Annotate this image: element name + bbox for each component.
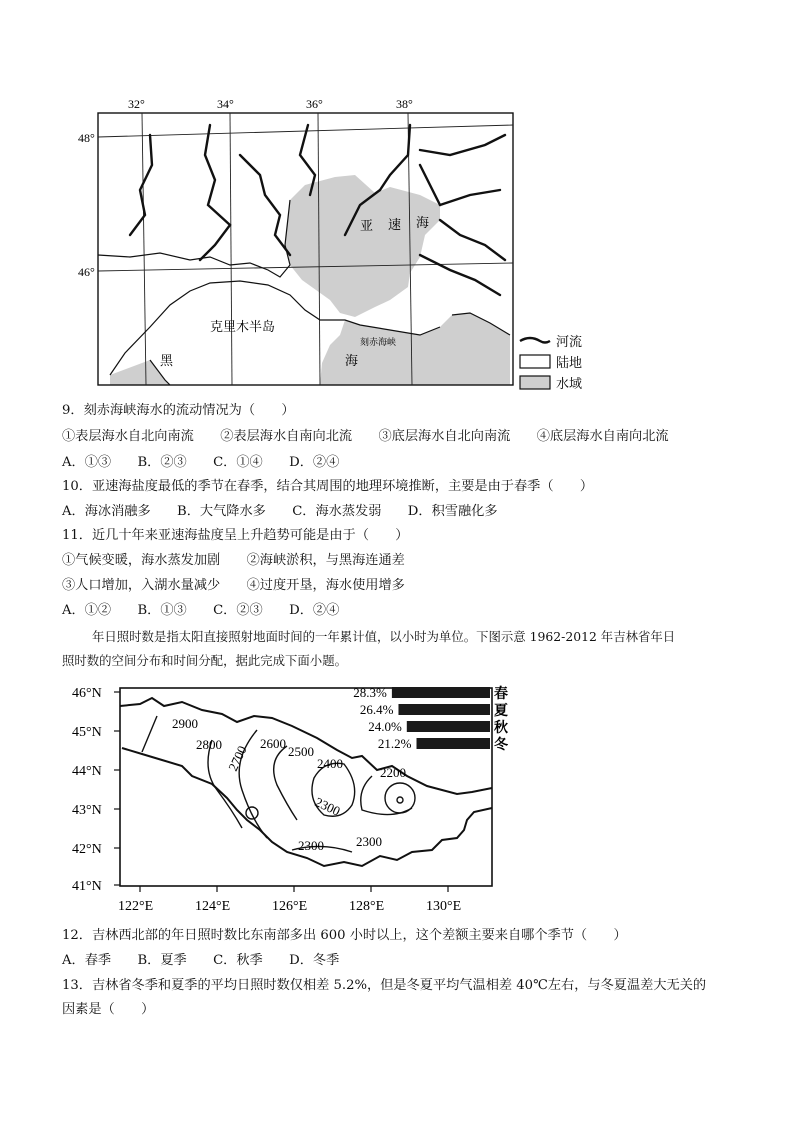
lat-label-46: 46° <box>78 265 95 279</box>
isoline-2300-a: 2300 <box>312 794 343 819</box>
isoline-2400: 2400 <box>317 756 343 771</box>
isoline-2600: 2600 <box>260 736 286 751</box>
legend-land-label: 陆地 <box>556 355 583 370</box>
season-value-label-1: 28.3% <box>353 685 387 700</box>
kerch-strait-label: 刻赤海峡 <box>360 337 397 347</box>
isoline-2500: 2500 <box>288 744 314 759</box>
black-sea-label-2: 海 <box>345 353 359 368</box>
season-bar-4 <box>417 738 490 749</box>
season-value-label-4: 21.2% <box>377 736 412 751</box>
lat-44n: 44°N <box>72 764 102 779</box>
season-category-label-3: 秋 <box>494 721 508 736</box>
question-11-choices: A．①② B．①③ C．②③ D．②④ <box>62 603 340 618</box>
water-legend-icon <box>520 376 550 389</box>
azov-sea-map <box>78 95 620 395</box>
question-9-options: ①表层海水自北向南流 ②表层海水自南向北流 ③底层海水自北向南流 ④底层海水自南向北流 <box>62 429 669 444</box>
black-sea-label-1: 黑 <box>160 353 174 368</box>
legend-river-label: 河流 <box>556 334 583 349</box>
lon-122e: 122°E <box>118 899 154 914</box>
lat-46n: 46°N <box>72 686 102 701</box>
isoline-2700: 2700 <box>225 743 250 774</box>
azov-label-1: 亚 <box>360 218 374 233</box>
azov-label-2: 速 <box>388 217 402 232</box>
season-bar-3 <box>407 721 490 732</box>
question-10-stem: 10．亚速海盐度最低的季节在春季，结合其周围的地理环境推断，主要是由于春季（ ） <box>62 479 594 494</box>
season-value-label-3: 24.0% <box>368 719 402 734</box>
lon-label-32: 32° <box>128 97 145 111</box>
lon-124e: 124°E <box>195 899 231 914</box>
question-13-stem-2: 因素是（ ） <box>62 1002 155 1017</box>
lat-label-48: 48° <box>78 131 95 145</box>
land-legend-icon <box>520 355 550 368</box>
question-10-choices: A．海冰消融多 B．大气降水多 C．海水蒸发弱 D．积雪融化多 <box>62 504 498 519</box>
lat-43n: 43°N <box>72 803 102 818</box>
season-bar-chart <box>353 685 509 753</box>
lat-42n: 42°N <box>72 842 102 857</box>
isoline-2800: 2800 <box>196 737 222 752</box>
legend-water-label: 水域 <box>556 376 583 391</box>
season-bar-1 <box>392 687 490 698</box>
lon-128e: 128°E <box>349 899 385 914</box>
question-12-choices: A．春季 B．夏季 C．秋季 D．冬季 <box>62 953 340 968</box>
river-legend-icon <box>520 338 550 343</box>
lon-label-34: 34° <box>217 97 234 111</box>
lat-41n: 41°N <box>72 879 102 894</box>
season-category-label-4: 冬 <box>494 738 508 753</box>
jilin-sunshine-map <box>62 680 512 920</box>
isoline-2300-b: 2300 <box>298 838 324 853</box>
question-11-options-2: ③人口增加，入湖水量减少 ④过度开垦，海水使用增多 <box>62 578 405 593</box>
question-11-stem: 11．近几十年来亚速海盐度呈上升趋势可能是由于（ ） <box>62 528 409 543</box>
passage-line-1: 年日照时数是指太阳直接照射地面时间的一年累计值，以小时为单位。下图示意 1962-2012 年吉林省年日 <box>92 629 676 644</box>
lat-45n: 45°N <box>72 725 102 740</box>
season-value-label-2: 26.4% <box>359 702 394 717</box>
question-9-choices: A．①③ B．②③ C．①④ D．②④ <box>62 455 340 470</box>
map-legend <box>520 334 582 391</box>
lon-130e: 130°E <box>426 899 462 914</box>
crimea-label: 克里木半岛 <box>210 319 276 334</box>
question-12-stem: 12．吉林西北部的年日照时数比东南部多出 600 小时以上，这个差额主要来自哪个季节（ ） <box>62 928 627 943</box>
question-13-stem-1: 13．吉林省冬季和夏季的平均日照时数仅相差 5.2%，但是冬夏平均气温相差 40℃左右，与冬夏温差大无关的 <box>62 978 707 993</box>
lon-axis <box>140 886 448 892</box>
season-bar-2 <box>398 704 490 715</box>
lon-label-38: 38° <box>396 97 413 111</box>
lon-126e: 126°E <box>272 899 308 914</box>
season-category-label-2: 夏 <box>494 704 508 719</box>
lon-label-36: 36° <box>306 97 323 111</box>
lat-axis <box>114 692 120 885</box>
isoline-2900: 2900 <box>172 716 198 731</box>
isoline-2300-c: 2300 <box>356 834 382 849</box>
season-category-label-1: 春 <box>494 687 508 702</box>
azov-label-3: 海 <box>416 215 430 230</box>
passage-line-2: 照时数的空间分布和时间分配，据此完成下面小题。 <box>62 653 347 668</box>
question-11-options-1: ①气候变暖，海水蒸发加剧 ②海峡淤积，与黑海连通差 <box>62 553 405 568</box>
question-9-stem: 9．刻赤海峡海水的流动情况为（ ） <box>62 403 295 418</box>
isoline-2200: 2200 <box>380 765 406 780</box>
